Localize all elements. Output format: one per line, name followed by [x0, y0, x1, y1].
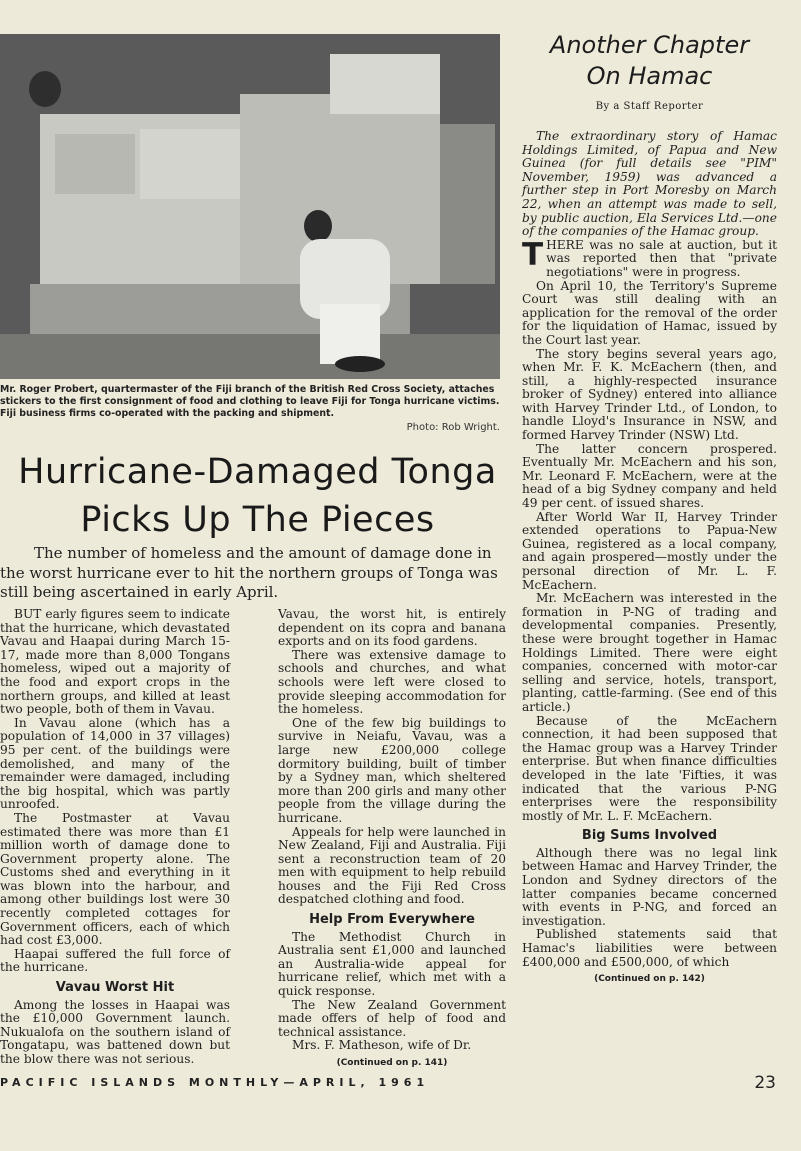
paragraph: Because of the McEachern connection, it had been supposed that the Hamac group was a Harvey Trinder enterprise. But when finance difficulties developed in the late 'Fifties, it was indicated that the various P-NG enterprises were the responsibility mostly of Mr. L. F. McEachern.: [522, 713, 777, 823]
photo-caption: Mr. Roger Probert, quartermaster of the Fiji branch of the British Red Cross Society, attaches stickers to the first consignment of food and clothing to leave Fiji for Tonga hurricane victims. Fiji business firms co-operated with the packing and shipment.: [0, 384, 500, 419]
main-article-column-2: [278, 608, 506, 1071]
paragraph: Published statements said that Hamac's liabilities were between £400,000 and £500,000, of which: [522, 927, 777, 969]
paragraph: Although there was no legal link between Hamac and Harvey Trinder, the London and Sydney directors of the latter companies became concerned with events in P-NG, and forced an investigation.: [522, 845, 777, 928]
paragraph: Vavau, the worst hit, is entirely dependent on its copra and banana exports and on its food gardens.: [278, 607, 506, 649]
paragraph: [522, 236, 777, 280]
paragraph-text: HERE was no sale at auction, but it was reported then that "private negotiations" were in progress.: [546, 237, 777, 279]
paragraph: The story begins several years ago, when Mr. F. K. McEachern (then, and still, a highly-respected insurance broker of Sydney) entered into alliance with Harvey Trinder Ltd., of London, to handle Lloyd's Insurance in NSW, and formed Harvey Trinder (NSW) Ltd.: [522, 346, 777, 443]
side-title-line-1: Another Chapter: [549, 31, 750, 59]
paragraph: After World War II, Harvey Trinder extended operations to Papua-New Guinea, registered as a local company, and again prospered—mostly under the personal direction of Mr. L. F. McEachern.: [522, 509, 777, 592]
paragraph: The Methodist Church in Australia sent £1,000 and launched an Australia-wide appeal for hurricane relief, which met with a quick response.: [278, 929, 506, 999]
continued-note: (Continued on p. 142): [594, 974, 705, 985]
paragraph: Mr. McEachern was interested in the formation in P-NG of trading and developmental companies. Presently, these were brought together in Hamac Holdings Limited. There were eight companies, concerned with motor-car selling and service, hotels, transport, planting, cattle-farming. (See end of this article.): [522, 591, 777, 714]
subhead-big-sums: Big Sums Involved: [581, 828, 718, 844]
relief-photo: [0, 34, 500, 379]
subhead-vavau: Vavau Worst Hit: [55, 980, 175, 996]
photo-credit: Photo: Rob Wright.: [406, 422, 500, 433]
paragraph: The latter concern prospered. Eventually Mr. McEachern and his son, Mr. Leonard F. McEachern, were at the head of a big Sydney company and held 49 per cent. of issued shares.: [522, 441, 777, 511]
paragraph: There was extensive damage to schools and churches, and what schools were left were closed to provide sleeping accommodation for the homeless.: [278, 647, 506, 717]
paragraph: The New Zealand Government made offers of help of food and technical assistance.: [278, 997, 506, 1039]
side-article-title: [522, 30, 777, 92]
paragraph: In Vavau alone (which has a population of 14,000 in 37 villages) 95 per cent. of the buildings were demolished, and many of the remainder were damaged, including the big hospital, which was partly unroofed.: [0, 715, 230, 812]
standfirst: The number of homeless and the amount of damage done in the worst hurricane ever to hit the northern groups of Tonga was still being ascertained in early April.: [0, 544, 498, 601]
page-number: 23: [754, 1073, 776, 1093]
page-footer: [0, 1073, 790, 1094]
intro-paragraph: The extraordinary story of Hamac Holdings Limited, of Papua and New Guinea (for full details see "PIM" November, 1959) was advanced a further step in Port Moresby on March 22, when an attempt was made to sell, by public auction, Ela Services Ltd.—one of the companies of the Hamac group.: [522, 129, 777, 239]
main-article-column-1: [0, 608, 230, 1067]
paragraph: One of the few big buildings to survive in Neiafu, Vavau, was a large new £200,000 college dormitory building, built of timber by a Sydney man, which sheltered more than 200 girls and many other people from the village during the hurricane.: [278, 715, 506, 825]
paragraph: On April 10, the Territory's Supreme Court was still dealing with an application for the removal of the order for the liquidation of Hamac, issued by the Court last year.: [522, 278, 777, 347]
paragraph: Appeals for help were launched in New Zealand, Fiji and Australia. Fiji sent a reconstruction team of 20 men with equipment to help rebuild houses and the Fiji Red Cross despatched clothing and food.: [278, 824, 506, 907]
subhead-help: Help From Everywhere: [309, 912, 475, 928]
headline-line-2: Picks Up The Pieces: [80, 500, 435, 540]
paragraph: Mrs. F. Matheson, wife of Dr.: [292, 1038, 472, 1053]
drop-cap: T: [522, 236, 544, 273]
paragraph: Among the losses in Haapai was the £10,000 Government launch. Nukualofa on the southern island of Tongatapu, was battened down but the blow there was not serious.: [0, 997, 230, 1066]
paragraph: BUT early figures seem to indicate that the hurricane, which devastated Vavau and Haapai during March 15-17, made more than 8,000 Tongans homeless, wiped out a majority of the food and export crops in the northern groups, and killed at least two people, both of them in Vavau.: [0, 607, 230, 717]
paragraph: The Postmaster at Vavau estimated there was more than £1 million worth of damage done to Government property alone. The Customs shed and everything in it was blown into the harbour, and among other buildings lost were 30 recently completed cottages for Government officers, each of which had cost £3,000.: [0, 810, 230, 948]
continued-note: (Continued on p. 141): [336, 1058, 448, 1068]
magazine-name: PACIFIC ISLANDS MONTHLY—APRIL, 1961: [0, 1076, 430, 1089]
headline-line-1: Hurricane-Damaged Tonga: [18, 452, 497, 492]
byline: By a Staff Reporter: [595, 101, 704, 112]
paragraph: Haapai suffered the full force of the hurricane.: [0, 946, 230, 975]
side-article-column: [522, 130, 777, 987]
main-headline: [0, 448, 515, 544]
side-title-line-2: On Hamac: [586, 62, 713, 90]
